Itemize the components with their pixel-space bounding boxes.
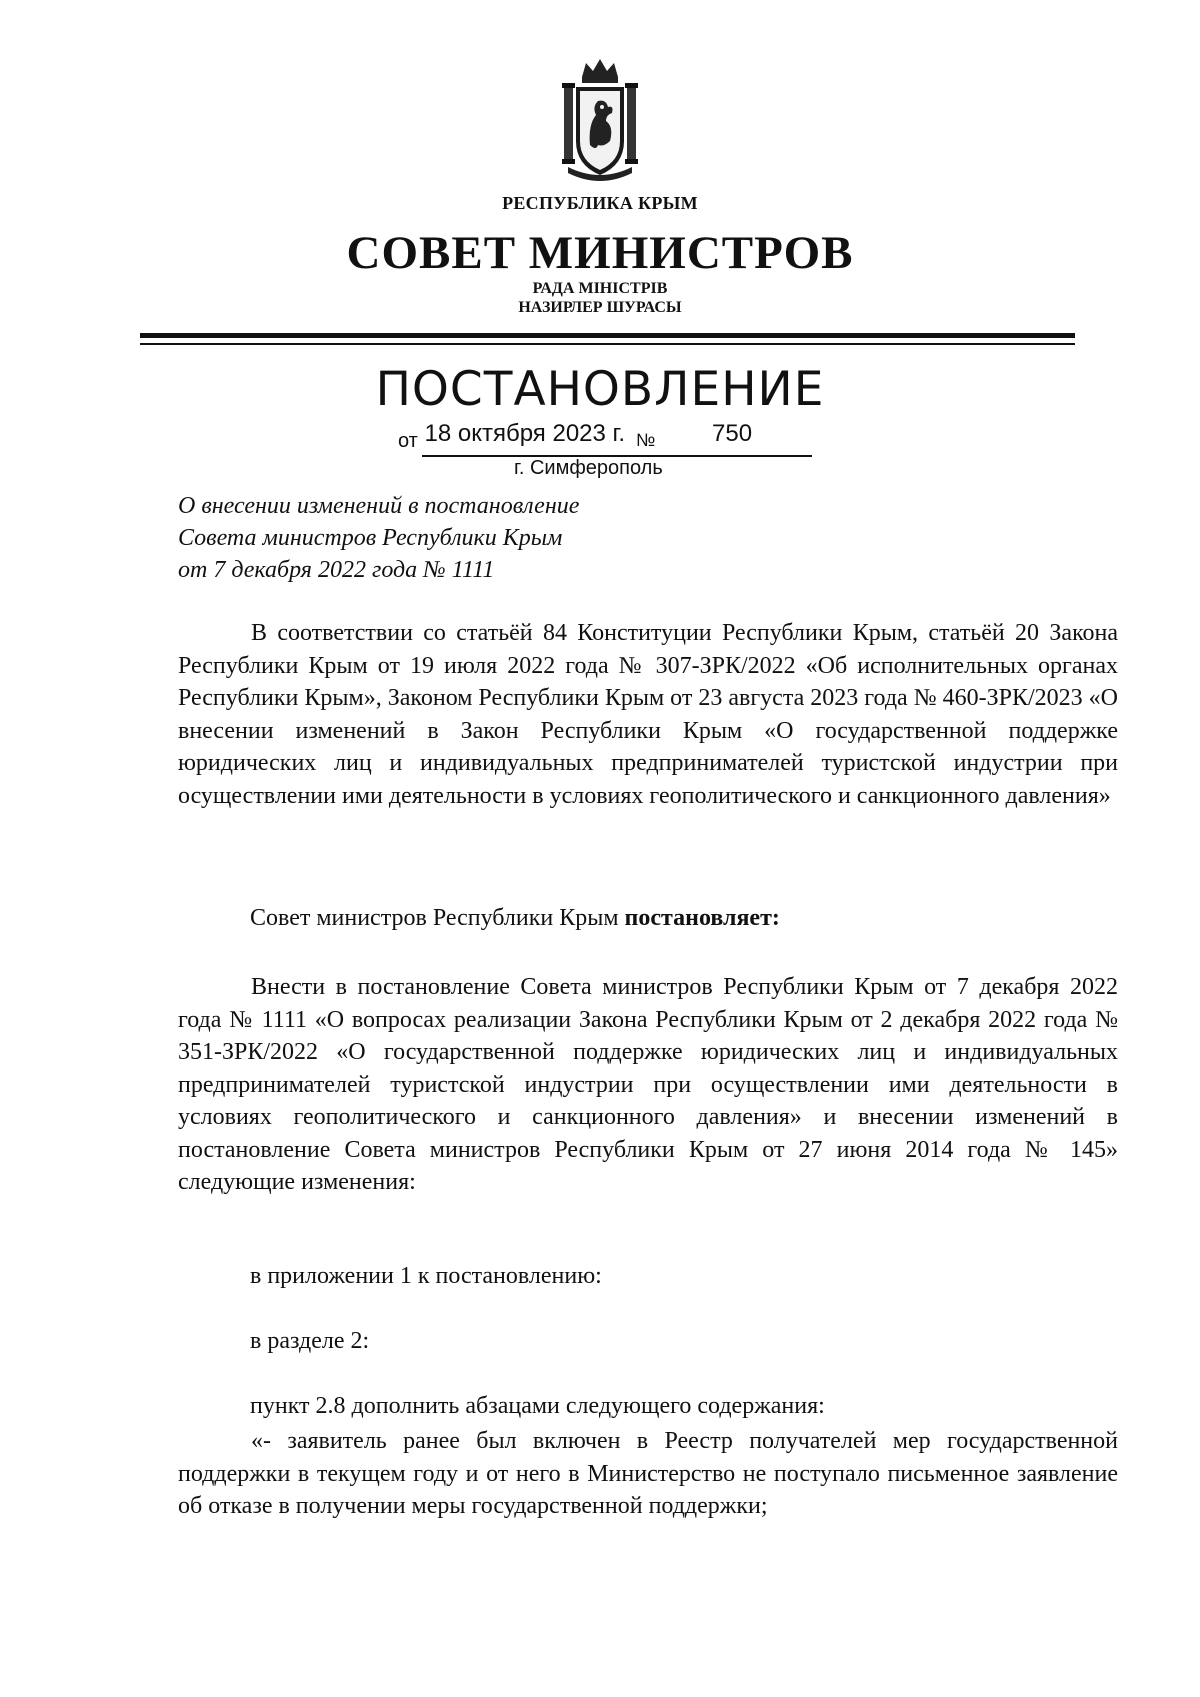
council-title: СОВЕТ МИНИСТРОВ bbox=[346, 227, 854, 279]
section-reference: в разделе 2: bbox=[250, 1328, 370, 1354]
date-line bbox=[398, 420, 626, 452]
subject-line: О внесении изменений в постановление bbox=[178, 493, 580, 519]
item-reference: пункт 2.8 дополнить абзацами следующего содержания: bbox=[250, 1393, 825, 1419]
republic-name: РЕСПУБЛИКА КРЫМ bbox=[502, 193, 698, 213]
subject-line: Совета министров Республики Крым bbox=[178, 525, 563, 551]
resolves-paragraph bbox=[250, 905, 780, 932]
resolves-keyword: постановляет: bbox=[624, 905, 780, 931]
quoted-addition: «- заявитель ранее был включен в Реестр получателей мер государственной поддержки в текущем году и от него в Министерство не поступало письменное заявление об отказе в получении меры государственной поддержки; bbox=[178, 1428, 1118, 1519]
document-city: г. Симферополь bbox=[514, 457, 663, 479]
header-divider-thick bbox=[140, 333, 1075, 338]
date-prefix: от bbox=[398, 430, 418, 452]
document-date: 18 октября 2023 г. bbox=[424, 420, 626, 447]
council-name-ukrainian: РАДА МІНІСТРІВ bbox=[532, 280, 668, 297]
resolves-text: Совет министров Республики Крым bbox=[250, 905, 625, 931]
document-type: ПОСТАНОВЛЕНИЕ bbox=[375, 362, 825, 417]
subject-line: от 7 декабря 2022 года № 1111 bbox=[178, 557, 495, 583]
number-sign: № bbox=[636, 430, 656, 450]
document-subject bbox=[178, 490, 579, 586]
document-number: 750 bbox=[712, 420, 753, 447]
council-name-crimean-tatar: НАЗИРЛЕР ШУРАСЫ bbox=[518, 299, 682, 316]
annex-reference: в приложении 1 к постановлению: bbox=[250, 1263, 602, 1289]
crimea-coat-of-arms-icon bbox=[562, 55, 638, 185]
amendment-paragraph: Внести в постановление Совета министров Республики Крым от 7 декабря 2022 года № 1111 «О вопросах реализации Закона Республики Крым от 2 декабря 2022 года № 351-ЗРК/2022 «О государственной поддержке юридических лиц и индивидуальных предпринимателей туристской индустрии при осуществлении ими деятельности в условиях геополитического и санкционного давления» и внесении изменений в постановление Совета министров Республики Крым от 27 июня 2014 года № 145» следующие изменения: bbox=[178, 974, 1118, 1195]
header-divider-thin bbox=[140, 343, 1075, 345]
preamble-paragraph: В соответствии со статьёй 84 Конституции Республики Крым, статьёй 20 Закона Республики Крым от 19 июля 2022 года № 307-ЗРК/2022 «Об исполнительных органах Республики Крым», Законом Республики Крым от 23 августа 2023 года № 460-ЗРК/2023 «О внесении изменений в Закон Республики Крым «О государственной поддержке юридических лиц и индивидуальных предпринимателей туристской индустрии при осуществлении ими деятельности в условиях геополитического и санкционного давления» bbox=[178, 620, 1118, 809]
